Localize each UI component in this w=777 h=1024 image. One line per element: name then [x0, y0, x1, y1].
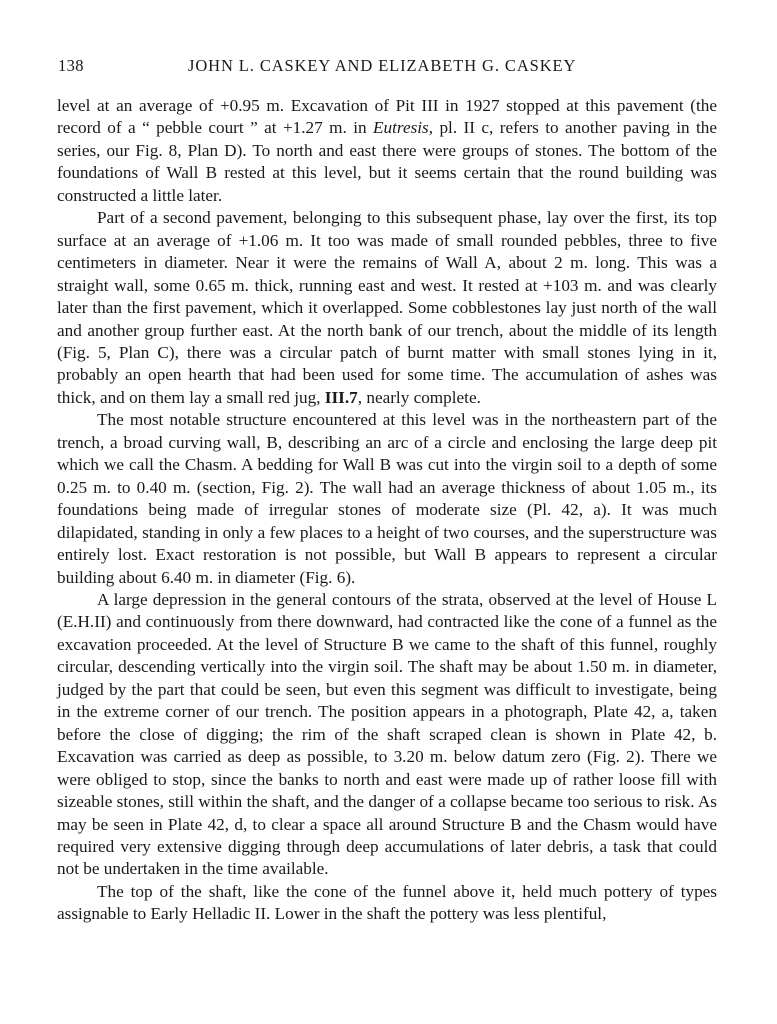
- text-run: Part of a second pavement, belonging to this subsequent phase, lay over the first, its top surface at an average of +1.06 m. It too was made of small rounded pebbles, three to five centimeters in diameter. Near it were the remains of Wall A, about 2 m. long. This was a straight wall, some 0.65 m. thick, running east and west. It rested at +103 m. and was clearly later than the first pavement, which it overlapped. Some cobblestones lay just north of the wall and another group further east. At the north bank of our trench, about the middle of its length (Fig. 5, Plan C), there was a circular patch of burnt matter with small stones lying in it, probably an open hearth that had been used for some time. The accumulation of ashes was thick, and on them lay a small red jug,: [57, 208, 717, 407]
- page-number: 138: [58, 56, 84, 75]
- italic-citation: Eutresis: [373, 118, 429, 138]
- catalog-reference: III.7: [324, 387, 358, 407]
- text-run: , nearly complete.: [357, 387, 481, 407]
- article-body: [57, 95, 717, 926]
- paragraph-5: [57, 881, 717, 926]
- text-run: The most notable structure encountered at this level was in the northeastern part of the trench, a broad curving wall, B, describing an arc of a circle and enclosing the large deep pit which we call the Chasm. A bedding for Wall B was cut into the virgin soil to a depth of some 0.25 m. to 0.40 m. (section, Fig. 2). The wall had an average thickness of about 1.05 m., its foundations being made of irregular stones of moderate size (Pl. 42, a). It was much dilapidated, standing in only a few places to a height of two courses, and the superstructure was entirely lost. Exact restoration is not possible, but Wall B appears to represent a circular building about 6.40 m. in diameter (Fig. 6).: [57, 410, 717, 587]
- paragraph-3: [57, 409, 717, 589]
- paragraph-2: [57, 207, 717, 409]
- paragraph-1: [57, 95, 717, 207]
- text-run: , pl. II c, refers to another paving in the series, our Fig. 8, Plan D). To north and east there were groups of stones. The bottom of the foundations of Wall B rested at this level, but it seems certain that the round building was constructed a little later.: [57, 118, 717, 205]
- text-run: The top of the shaft, like the cone of the funnel above it, held much pottery of types assignable to Early Helladic II. Lower in the shaft the pottery was less plentiful,: [57, 881, 717, 924]
- text-run: A large depression in the general contours of the strata, observed at the level of House L (E.H.II) and continuously from there downward, had contracted like the cone of a funnel as the excavation proceeded. At the level of Structure B we came to the shaft of this funnel, roughly circular, descending vertically into the virgin soil. The shaft may be about 1.50 m. in diameter, judged by the part that could be seen, but even this segment was difficult to investigate, being in the extreme corner of our trench. The position appears in a photograph, Plate 42, a, taken before the close of digging; the rim of the shaft scraped clean is shown in Plate 42, b. Excavation was carried as deep as possible, to 3.20 m. below datum zero (Fig. 2). There we were obliged to stop, since the banks to north and east were made up of rather loose fill with sizeable stones, still within the shaft, and the danger of a collapse became too serious to risk. As may be seen in Plate 42, d, to clear a space all around Structure B and the Chasm would have required very extensive digging through deep accumulations of later debris, a task that could not be undertaken in the time available.: [57, 589, 717, 879]
- paragraph-4: [57, 589, 717, 881]
- document-page: [57, 56, 717, 926]
- text-run: level at an average of +0.95 m. Excavation of Pit III in 1927 stopped at this pavement (the record of a “ pebble court ” at +1.27 m. in: [57, 96, 717, 138]
- running-header: [57, 56, 717, 82]
- header-authors: JOHN L. CASKEY AND ELIZABETH G. CASKEY: [188, 56, 577, 75]
